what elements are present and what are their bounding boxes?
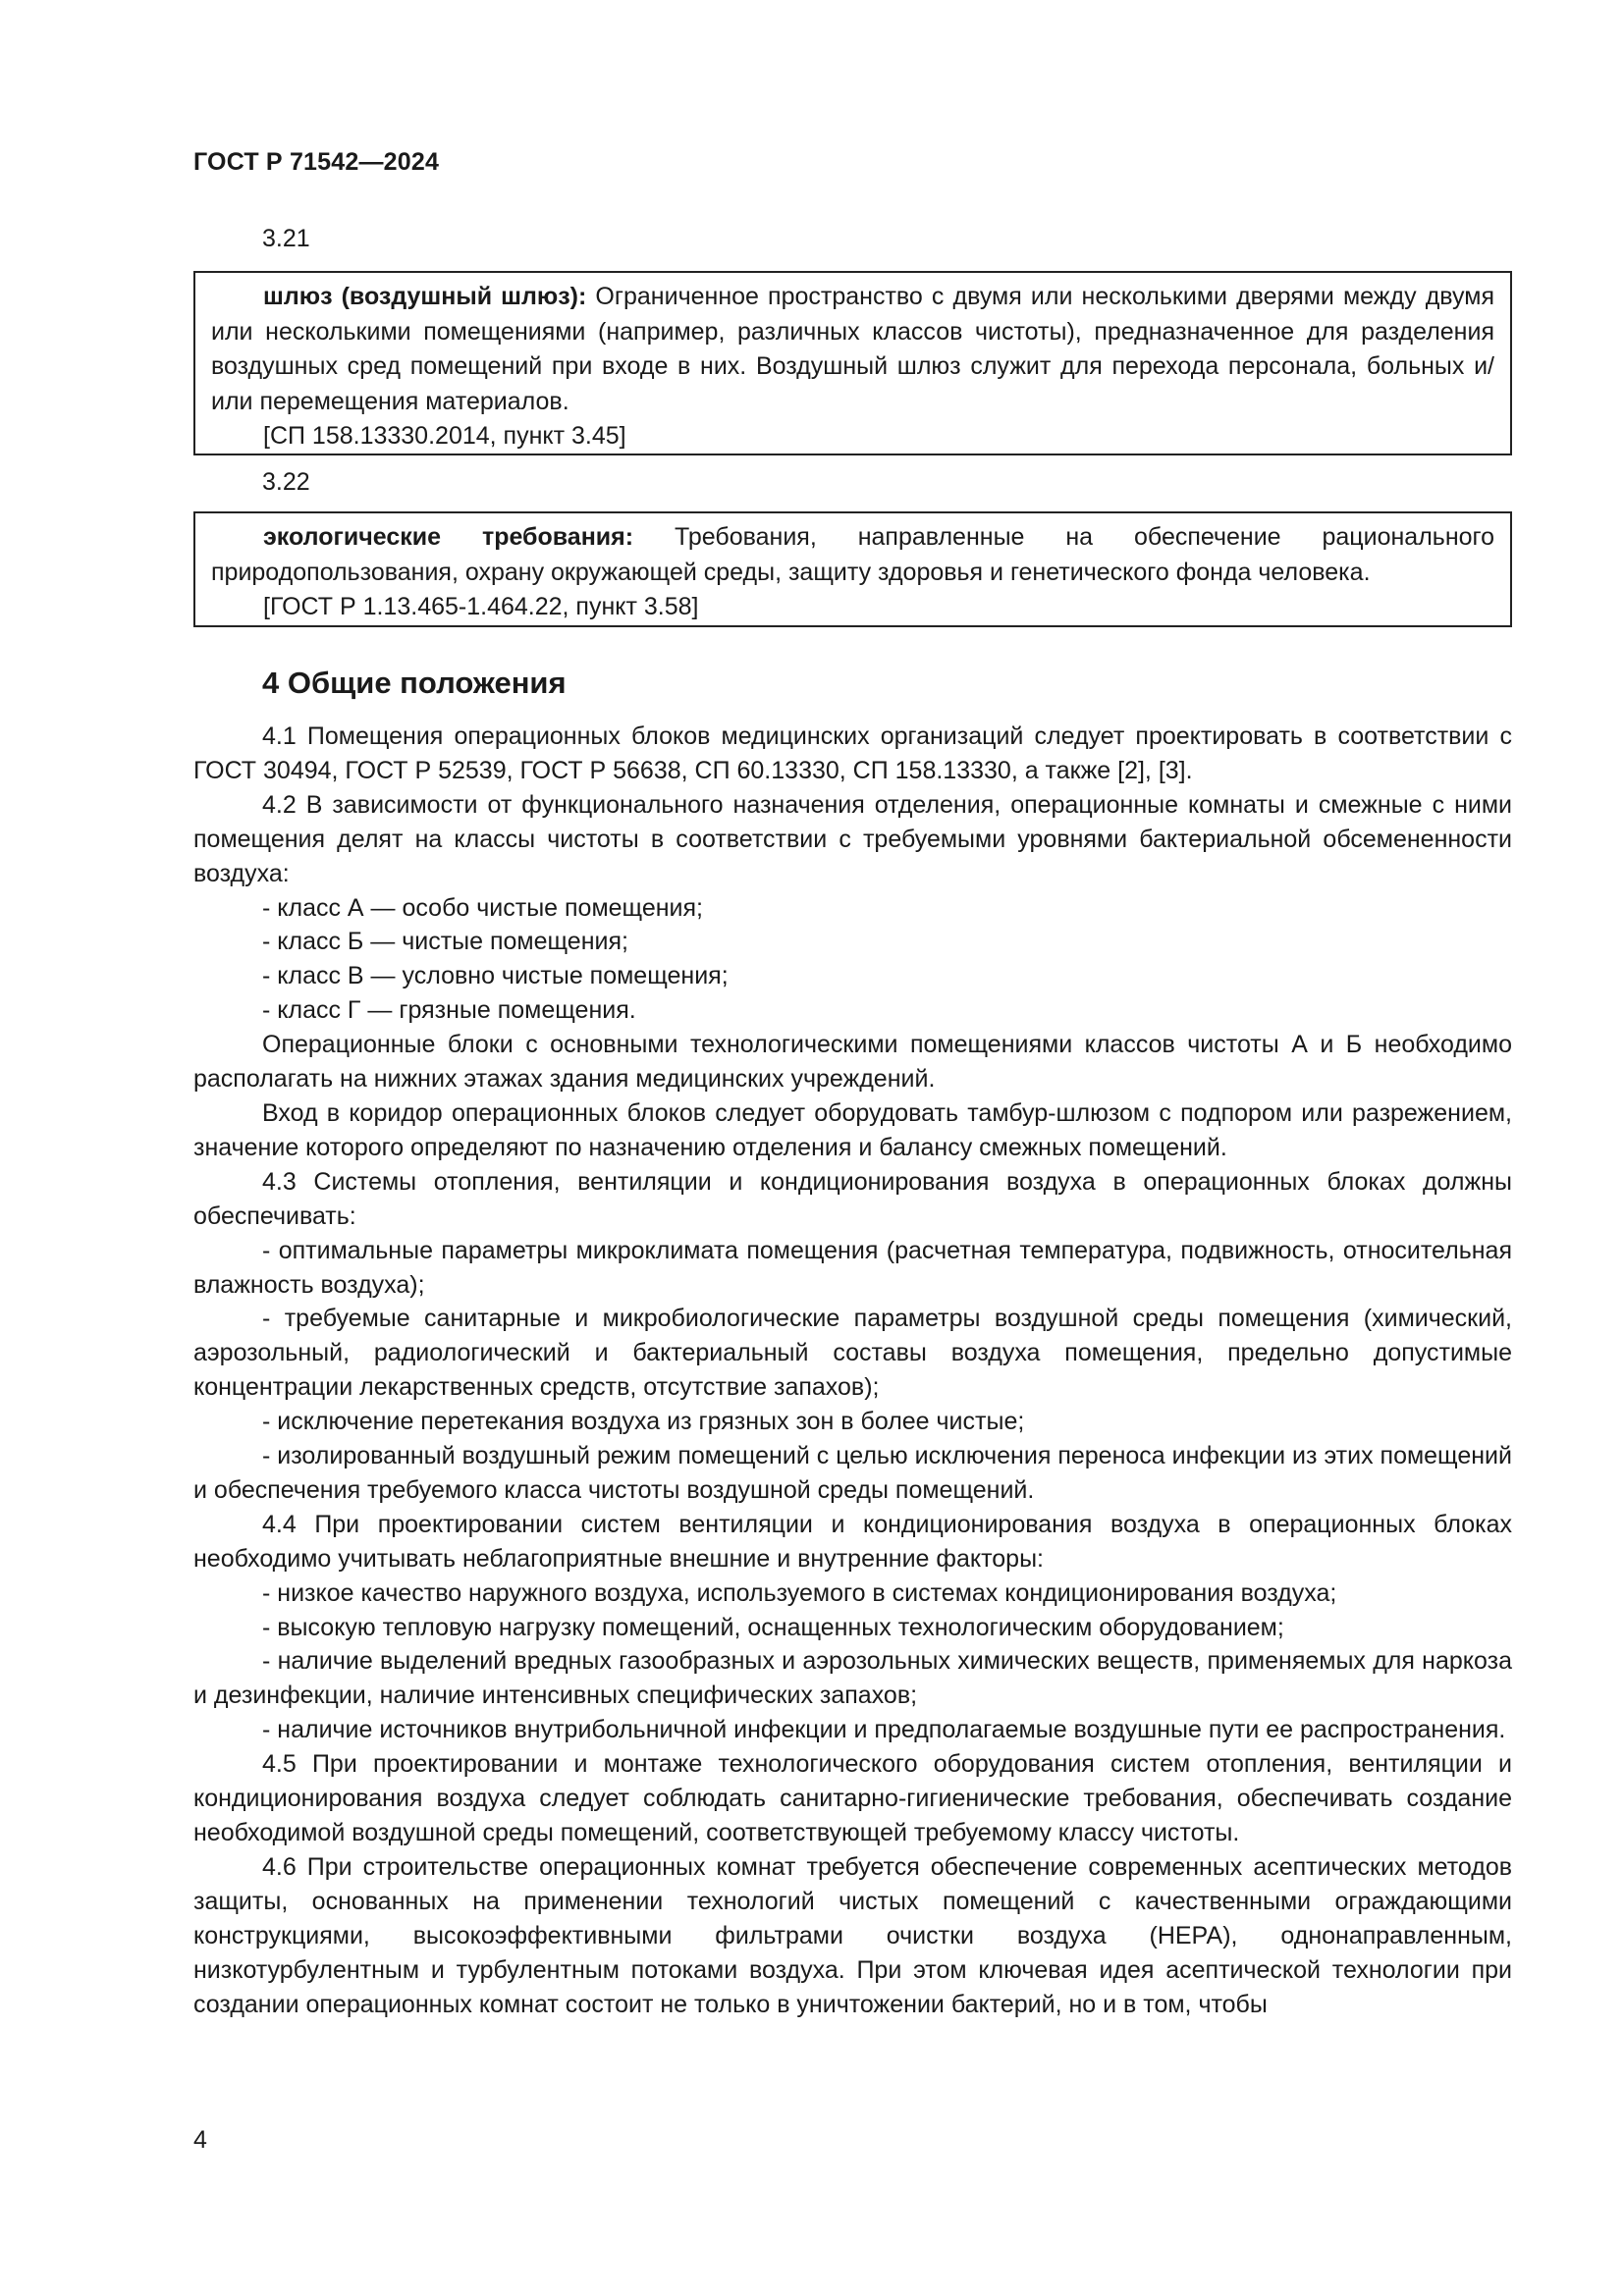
paragraph-4-2: 4.2 В зависимости от функционального назначения отделения, операционные комнаты и смежные с ними помещения делят на классы чистоты в соответствии с требуемыми уровнями бактериальной обсемененности воздуха: bbox=[193, 790, 1512, 887]
paragraph-entrance: Вход в коридор операционных блоков следует оборудовать тамбур-шлюзом с подпором или разрежением, значение которого определяют по назначению отделения и балансу смежных помещений. bbox=[193, 1098, 1512, 1161]
page-number: 4 bbox=[193, 2126, 207, 2154]
term-source: [ГОСТ Р 1.13.465-1.464.22, пункт 3.58] bbox=[263, 593, 699, 620]
list-item: - высокую тепловую нагрузку помещений, оснащенных технологическим оборудованием; bbox=[262, 1613, 1284, 1641]
document-header: ГОСТ Р 71542—2024 bbox=[193, 148, 440, 176]
term-source: [СП 158.13330.2014, пункт 3.45] bbox=[263, 422, 626, 450]
paragraph-4-6: 4.6 При строительстве операционных комнат требуется обеспечение современных асептических методов защиты, основанных на применении технологий чистых помещений с качественными ограждающими конструкциями, высокоэффективными фильтрами очистки воздуха (НЕРА), однонаправленным, низкотурбулентным и турбулентным потоками воздуха. При этом ключевая идея асептической технологии при создании операционных комнат состоит не только в уничтожении бактерий, но и в том, чтобы bbox=[193, 1852, 1512, 2018]
term-number: 3.21 bbox=[262, 225, 310, 252]
paragraph-4-5: 4.5 При проектировании и монтаже технологического оборудования систем отопления, вентиляции и кондиционирования воздуха следует соблюдать санитарно-гигиенические требования, обеспечивать создание необходимой воздушной среды помещений, соответствующей требуемому классу чистоты. bbox=[193, 1750, 1512, 1846]
list-item: - исключение перетекания воздуха из грязных зон в более чистые; bbox=[262, 1408, 1025, 1436]
term-name: экологические требования: bbox=[263, 523, 634, 551]
list-item: - класс А — особо чистые помещения; bbox=[262, 893, 703, 922]
list-item: - класс Б — чистые помещения; bbox=[262, 928, 628, 956]
list-item: - оптимальные параметры микроклимата помещения (расчетная температура, подвижность, относительная влажность воздуха); bbox=[193, 1236, 1512, 1299]
list-item: - наличие выделений вредных газообразных и аэрозольных химических веществ, применяемых для наркоза и дезинфекции, наличие интенсивных специфических запахов; bbox=[193, 1647, 1512, 1710]
list-item: - требуемые санитарные и микробиологические параметры воздушной среды помещения (химический, аэрозольный, радиологический и бактериальный составы воздуха помещения, предельно допустимые концентрации лекарственных средств, отсутствие запахов); bbox=[193, 1305, 1512, 1402]
list-item: - класс В — условно чистые помещения; bbox=[262, 962, 729, 990]
list-item: - изолированный воздушный режим помещений с целью исключения переноса инфекции из этих помещений и обеспечения требуемого класса чистоты воздушной среды помещений. bbox=[193, 1442, 1512, 1504]
section-body bbox=[193, 720, 1512, 2021]
term-definition-box bbox=[193, 511, 1512, 627]
section-heading: 4 Общие положения bbox=[262, 666, 567, 700]
paragraph-4-1: 4.1 Помещения операционных блоков медицинских организаций следует проектировать в соответствии с ГОСТ 30494, ГОСТ Р 52539, ГОСТ Р 56638, СП 60.13330, СП 158.13330, а также [2], [3]. bbox=[193, 722, 1512, 784]
term-definition-box bbox=[193, 271, 1512, 455]
term-name: шлюз (воздушный шлюз): bbox=[263, 283, 587, 310]
term-definition-text: Требования, направленные на обеспечение рационального природопользования, охрану окружающей среды, защиту здоровья и генетического фонда человека. bbox=[211, 523, 1495, 586]
term-definition bbox=[211, 520, 1494, 590]
list-item: - низкое качество наружного воздуха, используемого в системах кондиционирования воздуха; bbox=[262, 1578, 1337, 1607]
term-number: 3.22 bbox=[262, 468, 310, 496]
paragraph-4-4: 4.4 При проектировании систем вентиляции и кондиционирования воздуха в операционных блоках необходимо учитывать неблагоприятные внешние и внутренние факторы: bbox=[193, 1510, 1512, 1573]
list-item: - наличие источников внутрибольничной инфекции и предполагаемые воздушные пути ее распространения. bbox=[262, 1716, 1506, 1744]
term-definition bbox=[211, 280, 1494, 419]
paragraph-4-3: 4.3 Системы отопления, вентиляции и кондиционирования воздуха в операционных блоках должны обеспечивать: bbox=[193, 1167, 1512, 1230]
term-definition-text: Ограниченное пространство с двумя или несколькими дверями между двумя или несколькими помещениями (например, различных классов чистоты), предназначенное для разделения воздушных сред помещений при входе в них. Воздушный шлюз служит для перехода персонала, больных и/или перемещения материалов. bbox=[211, 283, 1494, 415]
list-item: - класс Г — грязные помещения. bbox=[262, 996, 636, 1025]
paragraph-blocks: Операционные блоки с основными технологическими помещениями классов чистоты А и Б необходимо располагать на нижних этажах здания медицинских учреждений. bbox=[193, 1031, 1512, 1094]
